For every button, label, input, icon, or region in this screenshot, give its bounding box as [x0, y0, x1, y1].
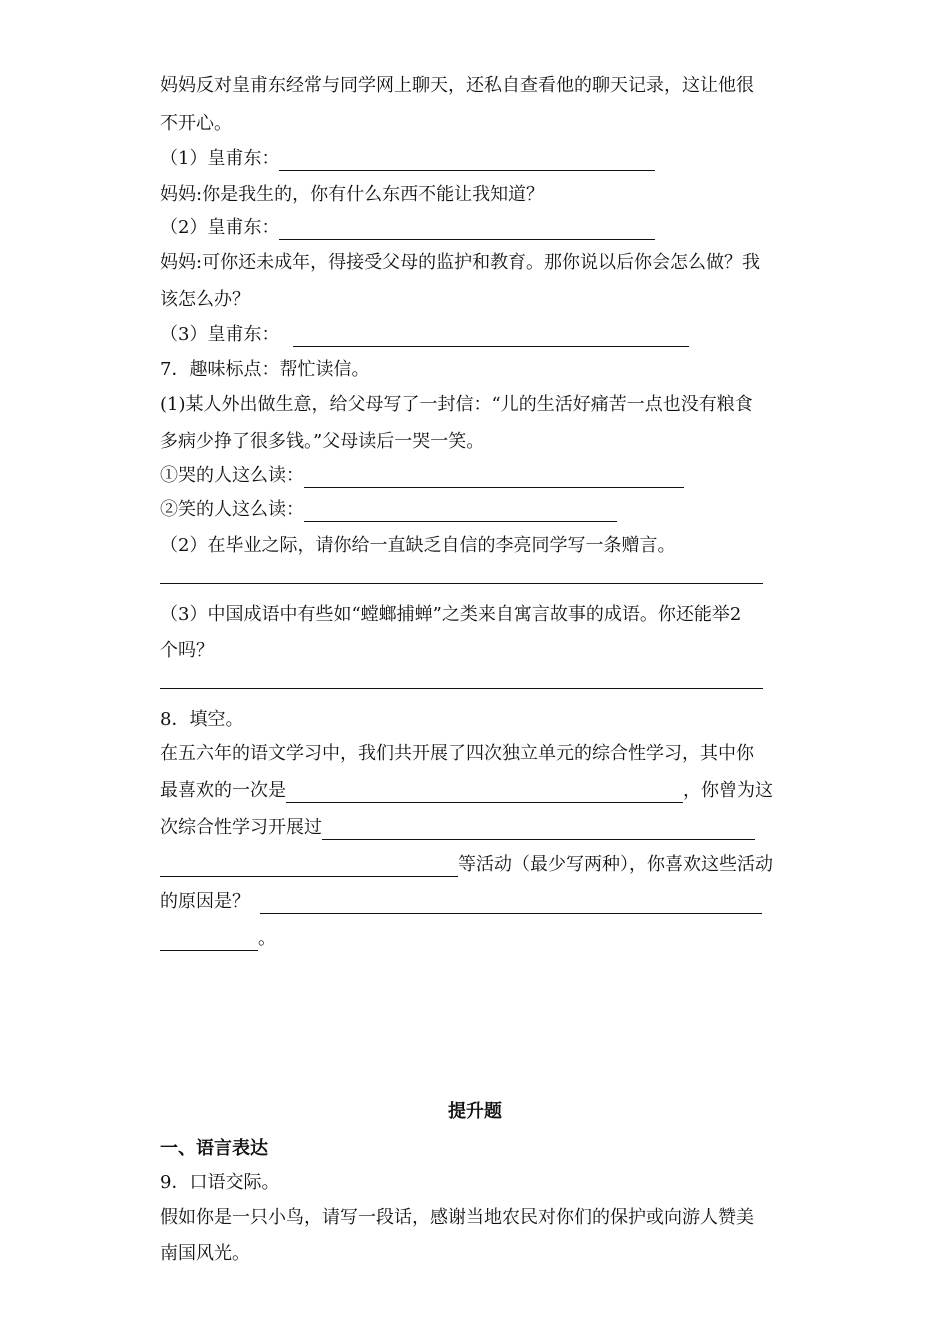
q7-title: 7．趣味标点：帮忙读信。: [160, 359, 370, 380]
q6-part2-row: [160, 216, 655, 240]
q9-line-1: 假如你是一只小鸟，请写一段话，感谢当地农民对你们的保护或向游人赞美: [160, 1207, 754, 1228]
q7-sub2: （2）在毕业之际，请你给一直缺乏自信的李亮同学写一条赠言。: [160, 535, 676, 556]
q7-cry-blank[interactable]: [304, 467, 684, 488]
q8-line-5-pre: 的原因是？: [160, 891, 250, 912]
q8-line-2-pre: 最喜欢的一次是: [160, 780, 286, 801]
q8-line-1: 在五六年的语文学习中，我们共开展了四次独立单元的综合性学习，其中你: [160, 743, 754, 764]
q6-intro-line-1: 妈妈反对皇甫东经常与同学网上聊天，还私自查看他的聊天记录，这让他很: [160, 75, 754, 96]
q6-part1-label: （1）皇甫东：: [160, 148, 280, 169]
q8-line-6: [160, 927, 276, 951]
q7-sub1-line-1: (1)某人外出做生意，给父母写了一封信：“儿的生活好痛苦一点也没有粮食: [160, 394, 753, 415]
q8-line-3-pre: 次综合性学习开展过: [160, 817, 322, 838]
q8-line-6-post: 。: [258, 928, 276, 949]
q8-activities-blank-2[interactable]: [160, 856, 458, 877]
q7-cry-row: [160, 464, 684, 488]
q7-laugh-row: [160, 498, 617, 522]
q8-line-4: [160, 853, 773, 877]
q6-mom-line-2a: 妈妈:可你还未成年，得接受父母的监护和教育。那你说以后你会怎么做？我: [160, 252, 761, 273]
q8-line-2: [160, 779, 773, 803]
q6-part1-blank[interactable]: [279, 150, 655, 171]
q6-mom-line-2b: 该怎么办？: [160, 289, 250, 310]
q7-laugh-blank[interactable]: [304, 501, 617, 522]
q6-part3-row: [160, 323, 689, 347]
q7-sub3-line-1: （3）中国成语中有些如“螳螂捕蝉”之类来自寓言故事的成语。你还能举2: [160, 604, 742, 625]
q6-part1-row: [160, 147, 655, 171]
q8-reason-blank-1[interactable]: [260, 893, 762, 914]
q8-line-2-post: ，你曾为这: [683, 780, 773, 801]
q6-part2-blank[interactable]: [279, 219, 655, 240]
q7-laugh-label: ②笑的人这么读：: [160, 499, 304, 520]
q7-sub1-line-2: 多病少挣了很多钱。”父母读后一哭一笑。: [160, 431, 485, 452]
section-heading: 提升题: [448, 1101, 502, 1122]
q6-intro-line-2: 不开心。: [160, 113, 232, 134]
q8-title: 8．填空。: [160, 709, 244, 730]
q8-line-5: [160, 890, 762, 914]
q7-sub2-answer-line[interactable]: [160, 583, 763, 584]
part-heading: 一、语言表达: [160, 1138, 268, 1159]
q6-part3-blank[interactable]: [293, 326, 689, 347]
q8-line-3: [160, 816, 755, 840]
q8-line-4-post: 等活动（最少写两种），你喜欢这些活动: [458, 854, 773, 875]
q9-title: 9．口语交际。: [160, 1172, 280, 1193]
q8-activities-blank-1[interactable]: [322, 819, 755, 840]
q7-sub3-line-2: 个吗？: [160, 640, 214, 661]
q8-favorite-blank[interactable]: [286, 782, 683, 803]
q6-part2-label: （2）皇甫东：: [160, 217, 280, 238]
q7-cry-label: ①哭的人这么读：: [160, 465, 304, 486]
q6-mom-line-1: 妈妈:你是我生的，你有什么东西不能让我知道？: [160, 184, 545, 205]
q8-reason-blank-2[interactable]: [160, 930, 258, 951]
q7-sub3-answer-line[interactable]: [160, 688, 763, 689]
q9-line-2: 南国风光。: [160, 1243, 250, 1264]
q6-part3-label: （3）皇甫东：: [160, 324, 280, 345]
